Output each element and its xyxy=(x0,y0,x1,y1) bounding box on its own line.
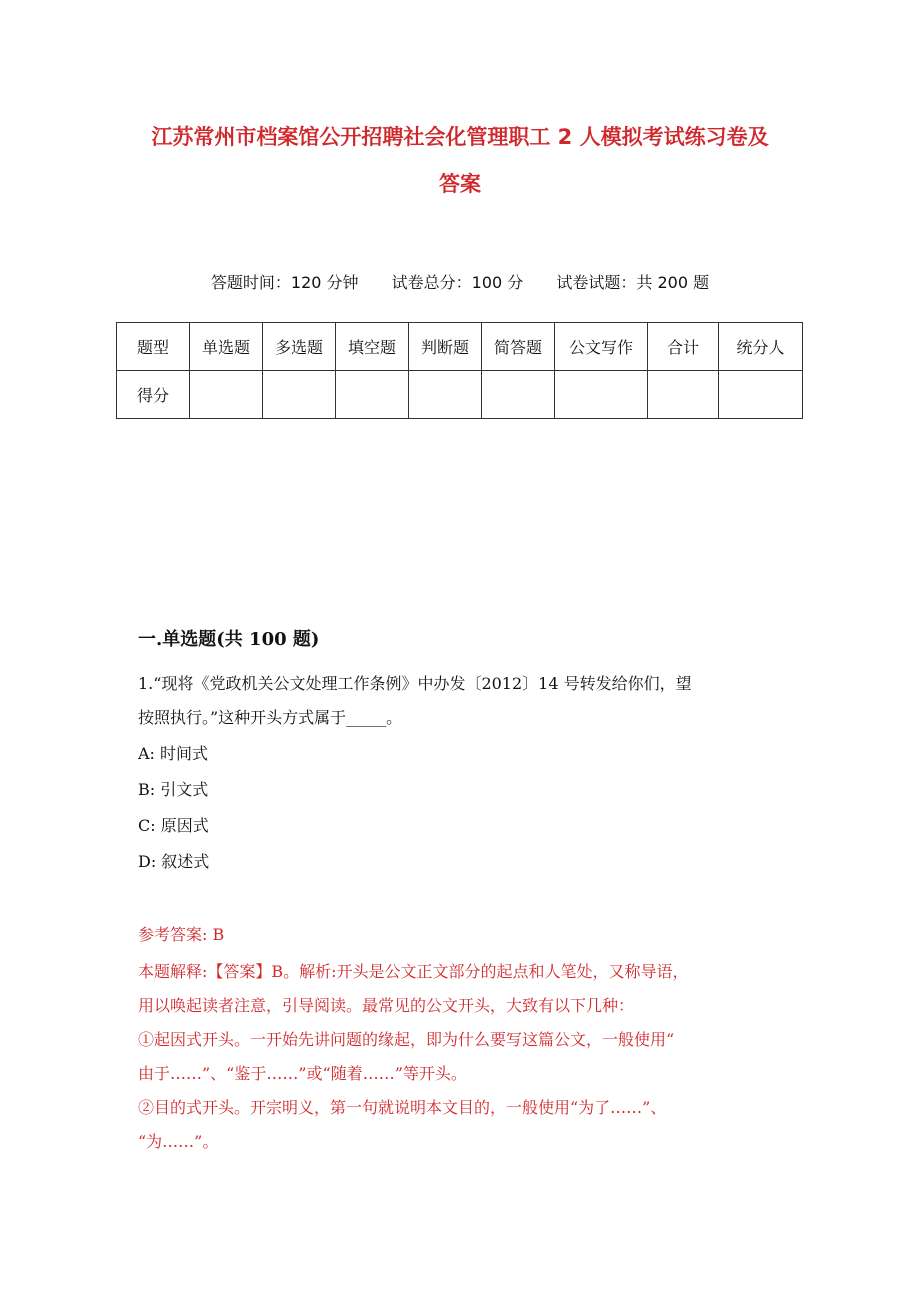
explanation-line: “为……”。 xyxy=(138,1132,219,1151)
score-table-header-row xyxy=(117,323,803,371)
score-cell xyxy=(719,371,803,419)
header-cell: 判断题 xyxy=(409,323,482,371)
score-cell xyxy=(336,371,409,419)
exam-time: 答题时间：120 分钟 xyxy=(210,273,359,292)
score-cell xyxy=(263,371,336,419)
explanation-line: ①起因式开头。一开始先讲问题的缘起，即为什么要写这篇公文，一般使用“ xyxy=(138,1030,675,1049)
option-b: B: 引文式 xyxy=(138,780,209,799)
question-line: 按照执行。”这种开头方式属于_____。 xyxy=(138,708,403,727)
document-title-continued: 答案 xyxy=(439,172,481,196)
score-table-score-row xyxy=(117,371,803,419)
score-cell xyxy=(190,371,263,419)
header-cell: 简答题 xyxy=(482,323,555,371)
header-cell: 公文写作 xyxy=(555,323,648,371)
score-cell xyxy=(482,371,555,419)
score-cell xyxy=(409,371,482,419)
option-d: D: 叙述式 xyxy=(138,852,210,871)
header-cell: 题型 xyxy=(117,323,190,371)
explanation-line: 用以唤起读者注意，引导阅读。最常见的公文开头，大致有以下几种： xyxy=(138,996,635,1015)
header-cell: 多选题 xyxy=(263,323,336,371)
score-cell xyxy=(555,371,648,419)
exam-question-count: 试卷试题：共 200 题 xyxy=(556,273,710,292)
explanation-line: ②目的式开头。开宗明义，第一句就说明本文目的，一般使用“为了……”、 xyxy=(138,1098,667,1117)
option-c: C: 原因式 xyxy=(138,816,209,835)
option-a: A: 时间式 xyxy=(138,744,209,763)
header-cell: 统分人 xyxy=(719,323,803,371)
reference-answer: 参考答案: B xyxy=(138,925,225,944)
document-title: 江苏常州市档案馆公开招聘社会化管理职工 2 人模拟考试练习卷及 xyxy=(151,125,769,149)
score-cell xyxy=(648,371,719,419)
header-cell: 合计 xyxy=(648,323,719,371)
answer-explanation xyxy=(138,955,788,1159)
explanation-line: 本题解释:【答案】B。解析:开头是公文正文部分的起点和人笔处，又称导语， xyxy=(138,962,689,981)
question-line: 1.“现将《党政机关公文处理工作条例》中办发〔2012〕14 号转发给你们，望 xyxy=(138,674,692,693)
question-stem xyxy=(138,667,788,735)
score-table xyxy=(116,322,803,419)
explanation-line: 由于……”、“鉴于……”或“随着……”等开头。 xyxy=(138,1064,467,1083)
header-cell: 填空题 xyxy=(336,323,409,371)
exam-meta xyxy=(0,270,920,293)
section-heading: 一.单选题(共 100 题) xyxy=(138,629,320,650)
row-label-cell: 得分 xyxy=(117,371,190,419)
exam-total-score: 试卷总分：100 分 xyxy=(391,273,524,292)
header-cell: 单选题 xyxy=(190,323,263,371)
